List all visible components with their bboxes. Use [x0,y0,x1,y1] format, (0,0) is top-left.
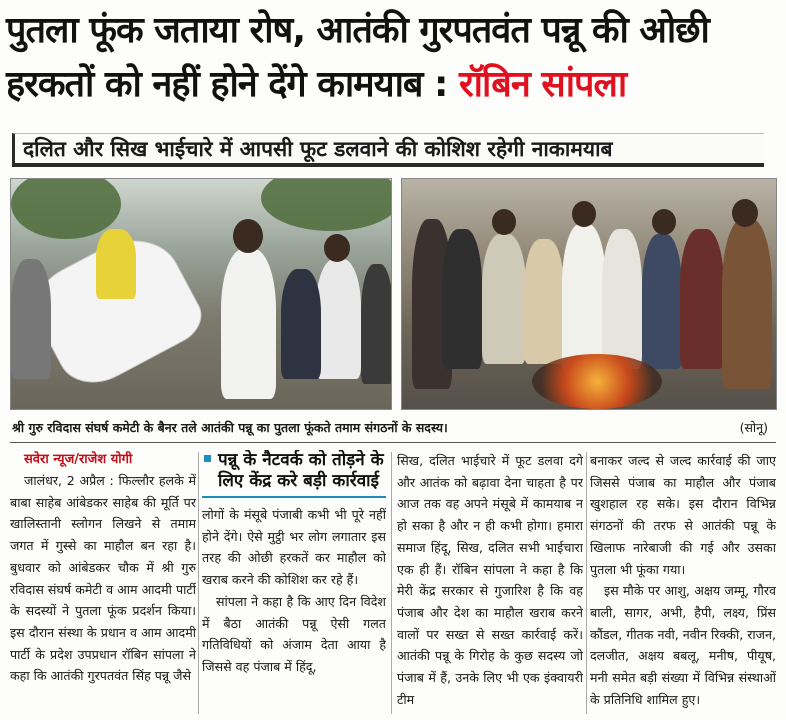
person-shape [361,264,392,384]
burning-effigy-fire [532,354,662,409]
box-heading [202,450,386,498]
person-head [732,199,758,227]
article-paragraph: जालंधर, 2 अप्रैल : फिल्लौर हलके में बाबा साहेब आंबेडकर साहेब की मूर्ति पर खालिस्तानी स्लोगन लिखने से तमाम जगत में गुस्से का माहौल बन रहा है। बुधवार को आंबेडकर चौक में श्री गुरु रविदास संघर्ष कमेटी व आम आदमी पार्टी के सदस्यों ने पुतला फूंक प्रदर्शन किया। इस दौरान संस्था के प्रधान व आम आदमी पार्टी के प्रदेश उपप्रधान रॉबिन सांपला ने कहा कि आतंकी गुरपतवंत सिंह पन्नू जैसे [10,473,196,684]
person-shape [316,259,361,379]
person-shape [281,269,321,379]
person-shape [482,234,526,364]
headline-line-2 [6,58,780,112]
box-heading-text: पन्नू के नैटवर्क को तोड़ने के लिए केंद्र करे बड़ी कार्रवाई [218,450,384,491]
article-column-4 [590,450,776,718]
column-divider [198,452,199,714]
caption-divider [10,442,776,443]
article-column-3 [397,450,583,718]
person-head [233,219,263,253]
headline-line-1: पुतला फूंक जताया रोष, आतंकी गुरपतवंत पन्नू की ओछी [6,10,709,51]
caption-text: श्री गुरु रविदास संघर्ष कमेटी के बैनर तले आतंकी पन्नू का पुतला फूंकते तमाम संगठनों के सदस्य। [12,420,448,435]
byline: सवेरा न्यूज/राजेश योगी [24,452,133,467]
person-head [572,201,596,227]
person-shape [442,229,482,369]
article-paragraph: लोगों के मंसूबे पंजाबी कभी भी पूरे नहीं होने देंगे। ऐसे मुट्ठी भर लोग लगातार इस तरह की ओछी हरकतें कर माहौल को खराब करने की कोशिश कर रहे हैं। [202,507,386,588]
column-divider [586,452,587,714]
person-yellow-shirt [96,229,136,299]
subheadline: दलित और सिख भाईचारे में आपसी फूट डलवाने की कोशिश रहेगी नाकामयाब [12,133,764,167]
column-divider [391,452,392,714]
headline [6,4,780,112]
photo-effigy-procession [10,178,392,410]
person-head [652,209,676,235]
headline-line-2-main: हरकतों को नहीं होने देंगे कामयाब : [6,64,448,105]
article-paragraph: सांपला ने कहा है कि आए दिन विदेश में बैठा आतंकी पन्नू ऐसी गलत गतिविधियों को अंजाम देता आया है जिससे वह पंजाब में हिंदू, [202,593,386,674]
headline-accent-name: रॉबिन सांपला [458,64,627,105]
person-head [492,209,516,235]
article-column-2 [202,450,386,718]
person-shape [562,224,606,374]
tree-shape [11,178,121,239]
person-shape [11,259,51,379]
tree-shape [261,178,392,231]
person-head [324,234,350,262]
person-shape [642,234,682,369]
person-shape [524,239,564,364]
article-paragraph: बनाकर जल्द से जल्द कार्रवाई की जाए जिससे पंजाब का माहौल और पंजाब खुशहाल रह सके। इस दौरान विभिन्न संगठनों की तरफ से आतंकी पन्नू के खिलाफ नारेबाजी की गई और उसका पुतला भी फूंका गया। [590,453,776,577]
article-paragraph: इस मौके पर आशु, अक्षय जम्मू, गौरव बाली, सागर, अभी, हैपी, लक्ष्य, प्रिंस कौंडल, गीतक नवी, नवीन रिक्की, राजन, दलजीत, अक्षय बबलू, मनीष, पीयूष, मनी समेत बड़ी संख्या में विभिन्न संस्थाओं के प्रतिनिधि शामिल हुए। [590,583,776,707]
article-paragraph: सिख, दलित भाईचारे में फूट डलवा दगे और आतंक को बढ़ावा देना चाहता है पर आज तक वह अपने मंसूबे में कामयाब न हो सका है और न ही कभी होगा। हमारा समाज हिंदू, सिख, दलित सभी भाईचारा एक ही हैं। रॉबिन सांपला ने कहा है कि मेरी केंद्र सरकार से गुजारिश है कि वह पंजाब और देश का माहौल खराब करने वालों पर सख्त से सख्त कार्रवाई करें। आतंकी पन्नू के गिरोह के कुछ सदस्य जो पंजाब में हैं, उनके लिए भी एक इंक्वायरी टीम [397,453,583,707]
article-column-1 [10,450,196,718]
square-bullet-icon [204,455,211,462]
person-shape [722,219,772,389]
person-white-kurta [221,249,276,399]
photo-credit: (सोनू) [739,420,768,435]
person-shape [680,229,724,369]
photo-group-burning-effigy [401,178,777,410]
person-shape [602,229,642,369]
photo-caption [12,419,774,439]
